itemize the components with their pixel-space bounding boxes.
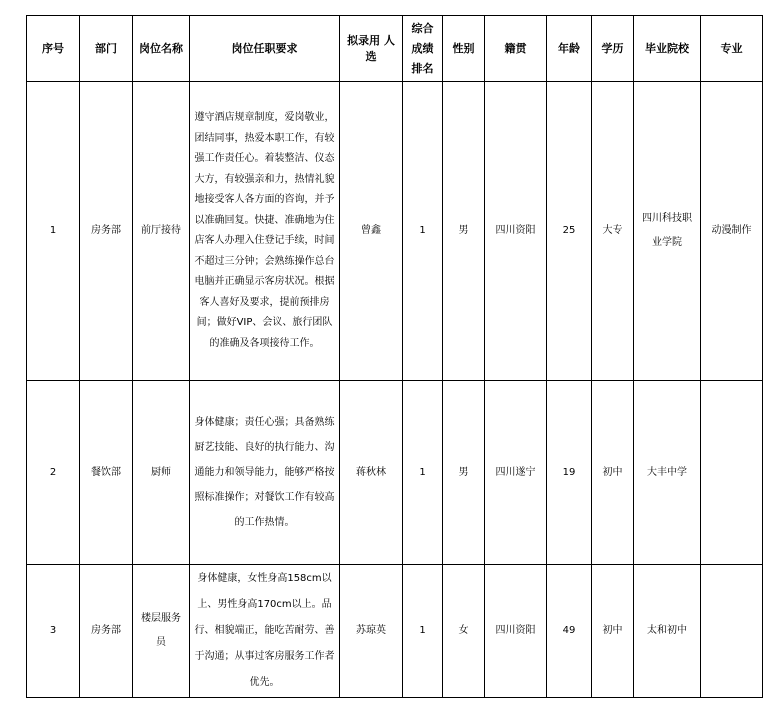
row-age: 19	[547, 381, 592, 565]
row-school: 大丰中学	[634, 381, 701, 565]
row-school: 太和初中	[634, 565, 701, 698]
row-no: 3	[27, 565, 80, 698]
header-requirements: 岗位任职要求	[190, 16, 340, 82]
row-rank: 1	[403, 565, 443, 698]
row-gender: 女	[443, 565, 485, 698]
table-row	[27, 82, 763, 381]
table-row	[27, 381, 763, 565]
row-position: 前厅接待	[133, 82, 190, 381]
row-requirements: 遵守酒店规章制度，爱岗敬业，团结同事，热爱本职工作，有较强工作责任心。着装整洁、仪态大方，有较强亲和力，热情礼貌地接受客人各方面的咨询，并予以准确回复。快捷、准确地为住店客人办理入住登记手续，时间不超过三分钟；会熟练操作总台电脑并正确显示客房状况。根据客人喜好及要求，提前预排房间；做好VIP、会议、旅行团队的准确及各项接待工作。	[190, 82, 340, 381]
recruitment-table	[26, 15, 763, 698]
row-position: 楼层服务员	[133, 565, 190, 698]
row-no: 2	[27, 381, 80, 565]
row-no: 1	[27, 82, 80, 381]
row-gender: 男	[443, 381, 485, 565]
header-gender: 性别	[443, 16, 485, 82]
header-no: 序号	[27, 16, 80, 82]
header-age: 年龄	[547, 16, 592, 82]
row-age: 25	[547, 82, 592, 381]
header-origin: 籍贯	[485, 16, 547, 82]
row-dept: 房务部	[80, 82, 133, 381]
row-rank: 1	[403, 381, 443, 565]
row-origin: 四川资阳	[485, 82, 547, 381]
row-origin: 四川遂宁	[485, 381, 547, 565]
row-requirements: 身体健康，女性身高158cm以上、男性身高170cm以上。品行、相貌端正，能吃苦耐劳、善于沟通；从事过客房服务工作者优先。	[190, 565, 340, 698]
header-position: 岗位名称	[133, 16, 190, 82]
row-major	[701, 565, 763, 698]
row-candidate: 曾鑫	[340, 82, 403, 381]
row-education: 初中	[592, 381, 634, 565]
row-age: 49	[547, 565, 592, 698]
row-rank: 1	[403, 82, 443, 381]
row-dept: 房务部	[80, 565, 133, 698]
header-major: 专业	[701, 16, 763, 82]
header-school: 毕业院校	[634, 16, 701, 82]
row-gender: 男	[443, 82, 485, 381]
table-row	[27, 565, 763, 698]
header-dept: 部门	[80, 16, 133, 82]
header-candidate: 拟录用 人选	[340, 16, 403, 82]
row-education: 初中	[592, 565, 634, 698]
row-dept: 餐饮部	[80, 381, 133, 565]
header-rank: 综合成绩排名	[403, 16, 443, 82]
row-major	[701, 381, 763, 565]
row-school: 四川科技职业学院	[634, 82, 701, 381]
row-position: 厨师	[133, 381, 190, 565]
row-requirements: 身体健康；责任心强；具备熟练厨艺技能、良好的执行能力、沟通能力和领导能力，能够严格按照标准操作；对餐饮工作有较高的工作热情。	[190, 381, 340, 565]
row-education: 大专	[592, 82, 634, 381]
row-candidate: 苏琼英	[340, 565, 403, 698]
row-origin: 四川资阳	[485, 565, 547, 698]
header-education: 学历	[592, 16, 634, 82]
header-row	[27, 16, 763, 82]
row-major: 动漫制作	[701, 82, 763, 381]
row-candidate: 蒋秋林	[340, 381, 403, 565]
